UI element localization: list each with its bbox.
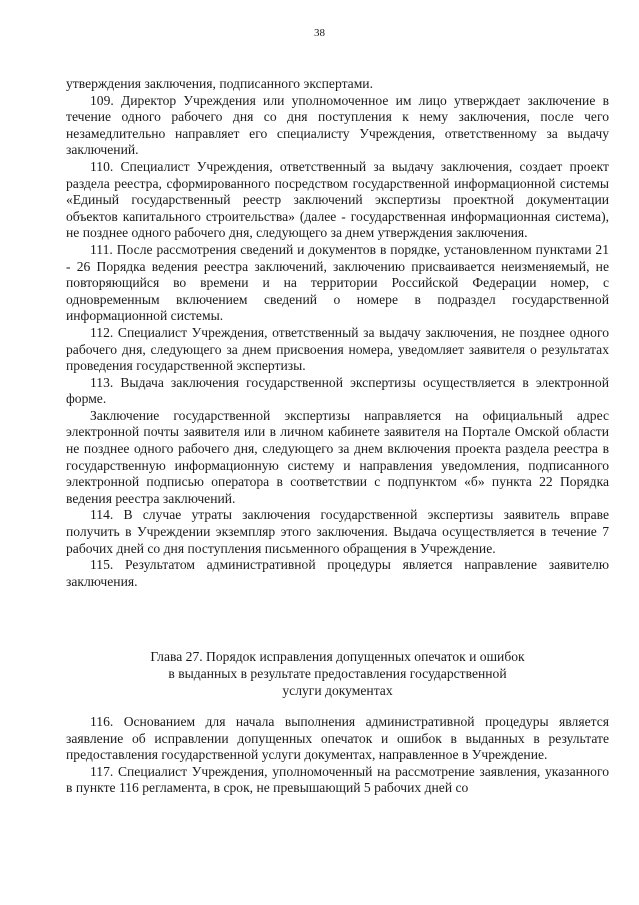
paragraph-114: 114. В случае утраты заключения государственной экспертизы заявитель вправе получить в Учреждении экземпляр этого заключения. Выдача осуществляется в течение 7 рабочих дней со дня поступления письменного обращения в Учреждение.	[66, 507, 609, 556]
page-number: 38	[314, 27, 325, 39]
paragraph-112: 112. Специалист Учреждения, ответственный за выдачу заключения, не позднее одного рабочего дня, следующего за днем присвоения номера, уведомляет заявителя о результатах проведения государственной экспертизы.	[66, 324, 609, 374]
paragraph-113: 113. Выдача заключения государственной экспертизы осуществляется в электронной форме.	[66, 374, 609, 407]
chapter-heading-line-2: в выданных в результате предоставления государственной	[168, 666, 507, 681]
body-text-top	[66, 76, 609, 590]
chapter-heading-line-3: услуги документах	[282, 683, 393, 698]
paragraph-110: 110. Специалист Учреждения, ответственный за выдачу заключения, создает проект раздела реестра, сформированного посредством государственной информационной системы «Единый государственный реестр заключений экспертизы проектной документации объектов капитального строительства» (далее - государственная информационная система), не позднее одного рабочего дня, следующего за днем утверждения заключения.	[66, 158, 609, 241]
paragraph-113-continuation: Заключение государственной экспертизы направляется на официальный адрес электронной почты заявителя или в личном кабинете заявителя на Портале Омской области не позднее одного рабочего дня, следующего за днем включения проекта раздела реестра в государственную информационную систему и направления уведомления, подписанного электронной подписью оператора в соответствии с подпунктом «б» пункта 22 Порядка ведения реестра заключений.	[66, 407, 609, 506]
paragraph-116: 116. Основанием для начала выполнения административной процедуры является заявление об исправлении допущенных опечаток и ошибок в выданных в результате предоставления государственной услуги документах, направленное в Учреждение.	[66, 714, 609, 763]
paragraph-109: 109. Директор Учреждения или уполномоченное им лицо утверждает заключение в течение одного рабочего дня со дня поступления к нему заключения, после чего незамедлительно направляет его специалисту Учреждения, ответственному за выдачу заключений.	[66, 92, 609, 158]
body-text-bottom	[66, 714, 609, 797]
chapter-heading	[66, 648, 609, 699]
chapter-heading-line-1: Глава 27. Порядок исправления допущенных опечаток и ошибок	[150, 649, 525, 664]
paragraph-continuation: утверждения заключения, подписанного экспертами.	[66, 76, 373, 91]
paragraph-117: 117. Специалист Учреждения, уполномоченный на рассмотрение заявления, указанного в пункте 116 регламента, в срок, не превышающий 5 рабочих дней со	[66, 763, 609, 796]
paragraph-111: 111. После рассмотрения сведений и документов в порядке, установленном пунктами 21 - 26 Порядка ведения реестра заключений, заключению присваивается неизменяемый, не повторяющийся во времени и на территории Российской Федерации номер, с одновременным включением сведений о номере в подраздел государственной информационной системы.	[66, 241, 609, 324]
paragraph-115: 115. Результатом административной процедуры является направление заявителю заключения.	[66, 557, 609, 589]
